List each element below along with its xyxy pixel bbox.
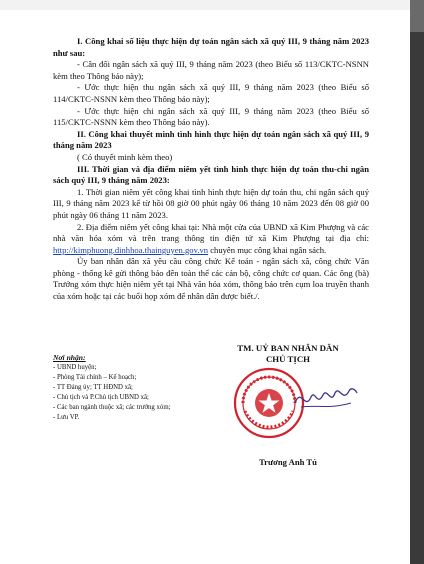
signature-block <box>203 343 373 467</box>
recipient-item: - Lưu VP. <box>53 414 80 421</box>
document-body <box>53 36 369 303</box>
section2-note: ( Có thuyết minh kèm theo) <box>77 151 173 162</box>
recipient-item: - UBND huyện; <box>53 364 97 371</box>
handwritten-signature-icon <box>291 377 361 417</box>
section3-paragraph-3: Ủy ban nhân dân xã yêu cầu công chức Kế toán - ngân sách xã, công chức Văn phòng - thống kê gửi thông báo đến toàn thể các cán bộ, công chức cơ quan. Các ông (bà) Trưởng xóm thực hiện niêm yết tại Nhà văn hóa xóm, thông báo trên cụm loa truyền thanh của xóm hoặc tại các buổi họp xóm để nhân dân được biết./. <box>53 256 369 302</box>
section3-heading: III. Thời gian và địa điểm niêm yết tình hình thực hiện dự toán thu-chi ngân sách quý III, 9 tháng năm 2023: <box>53 163 369 186</box>
signature-org: TM. UỶ BAN NHÂN DÂN <box>237 343 339 353</box>
section3-paragraph-1: 1. Thời gian niêm yết công khai tình hình thực hiện dự toán thu, chi ngân sách quý III, 9 tháng năm 2023 kể từ hồi 08 giờ 00 phút ngày 06 tháng 10 năm 2023 đến 08 giờ 00 phút ngày 06 tháng 11 năm 2023. <box>53 186 369 220</box>
viewer-scrollbar[interactable] <box>410 0 424 564</box>
signer-name: Trương Anh Tú <box>259 457 317 467</box>
website-link[interactable]: http://kimphuong.dinhhoa.thainguyen.gov.vn <box>53 244 209 255</box>
section2-heading: II. Công khai thuyết minh tình hình thực hiện dự toán ngân sách xã quý III, 9 tháng năm 2023 <box>53 128 369 151</box>
document-footer <box>53 343 373 503</box>
paragraph-2-tail: chuyên mục công khai ngân sách. <box>208 244 327 255</box>
recipient-item: - TT Đảng ủy; TT HĐND xã; <box>53 384 133 391</box>
section1-item-1: - Cân đối ngân sách xã quý III, 9 tháng năm 2023 (theo Biểu số 113/CKTC-NSNN kèm theo Thông báo này); <box>53 59 369 81</box>
scrollbar-thumb[interactable] <box>410 0 424 32</box>
recipients-title: Nơi nhận: <box>53 353 86 362</box>
recipients-block <box>53 353 223 423</box>
recipient-item: - Các ban ngành thuộc xã; các trưởng xóm; <box>53 404 171 411</box>
section1-item-2: - Ước thực hiện thu ngân sách xã quý III, 9 tháng năm 2023 (theo Biểu số 114/CKTC-NSNN kèm theo Thông báo này); <box>53 82 369 104</box>
section1-item-3: - Ước thực hiện chi ngân sách xã quý III, 9 tháng năm 2023 (theo Biểu số 115/CKTC-NSNN kèm theo Thông báo này). <box>53 105 369 128</box>
section3-paragraph-2 <box>53 222 369 257</box>
recipient-item: - Phòng Tài chính – Kế hoạch; <box>53 374 137 381</box>
paragraph-2-text: 2. Địa điểm niêm yết công khai tại: Nhà một cửa của UBND xã Kim Phượng và các nhà văn hóa xóm và trên trang thông tin điện tử xã Kim Phượng tại địa chỉ: <box>53 221 369 244</box>
section1-heading: I. Công khai số liệu thực hiện dự toán ngân sách xã quý III, 9 tháng năm 2023 như sau: <box>53 36 369 58</box>
recipient-item: - Chủ tịch và P.Chủ tịch UBND xã; <box>53 394 149 401</box>
signature-role: CHỦ TỊCH <box>265 354 311 364</box>
